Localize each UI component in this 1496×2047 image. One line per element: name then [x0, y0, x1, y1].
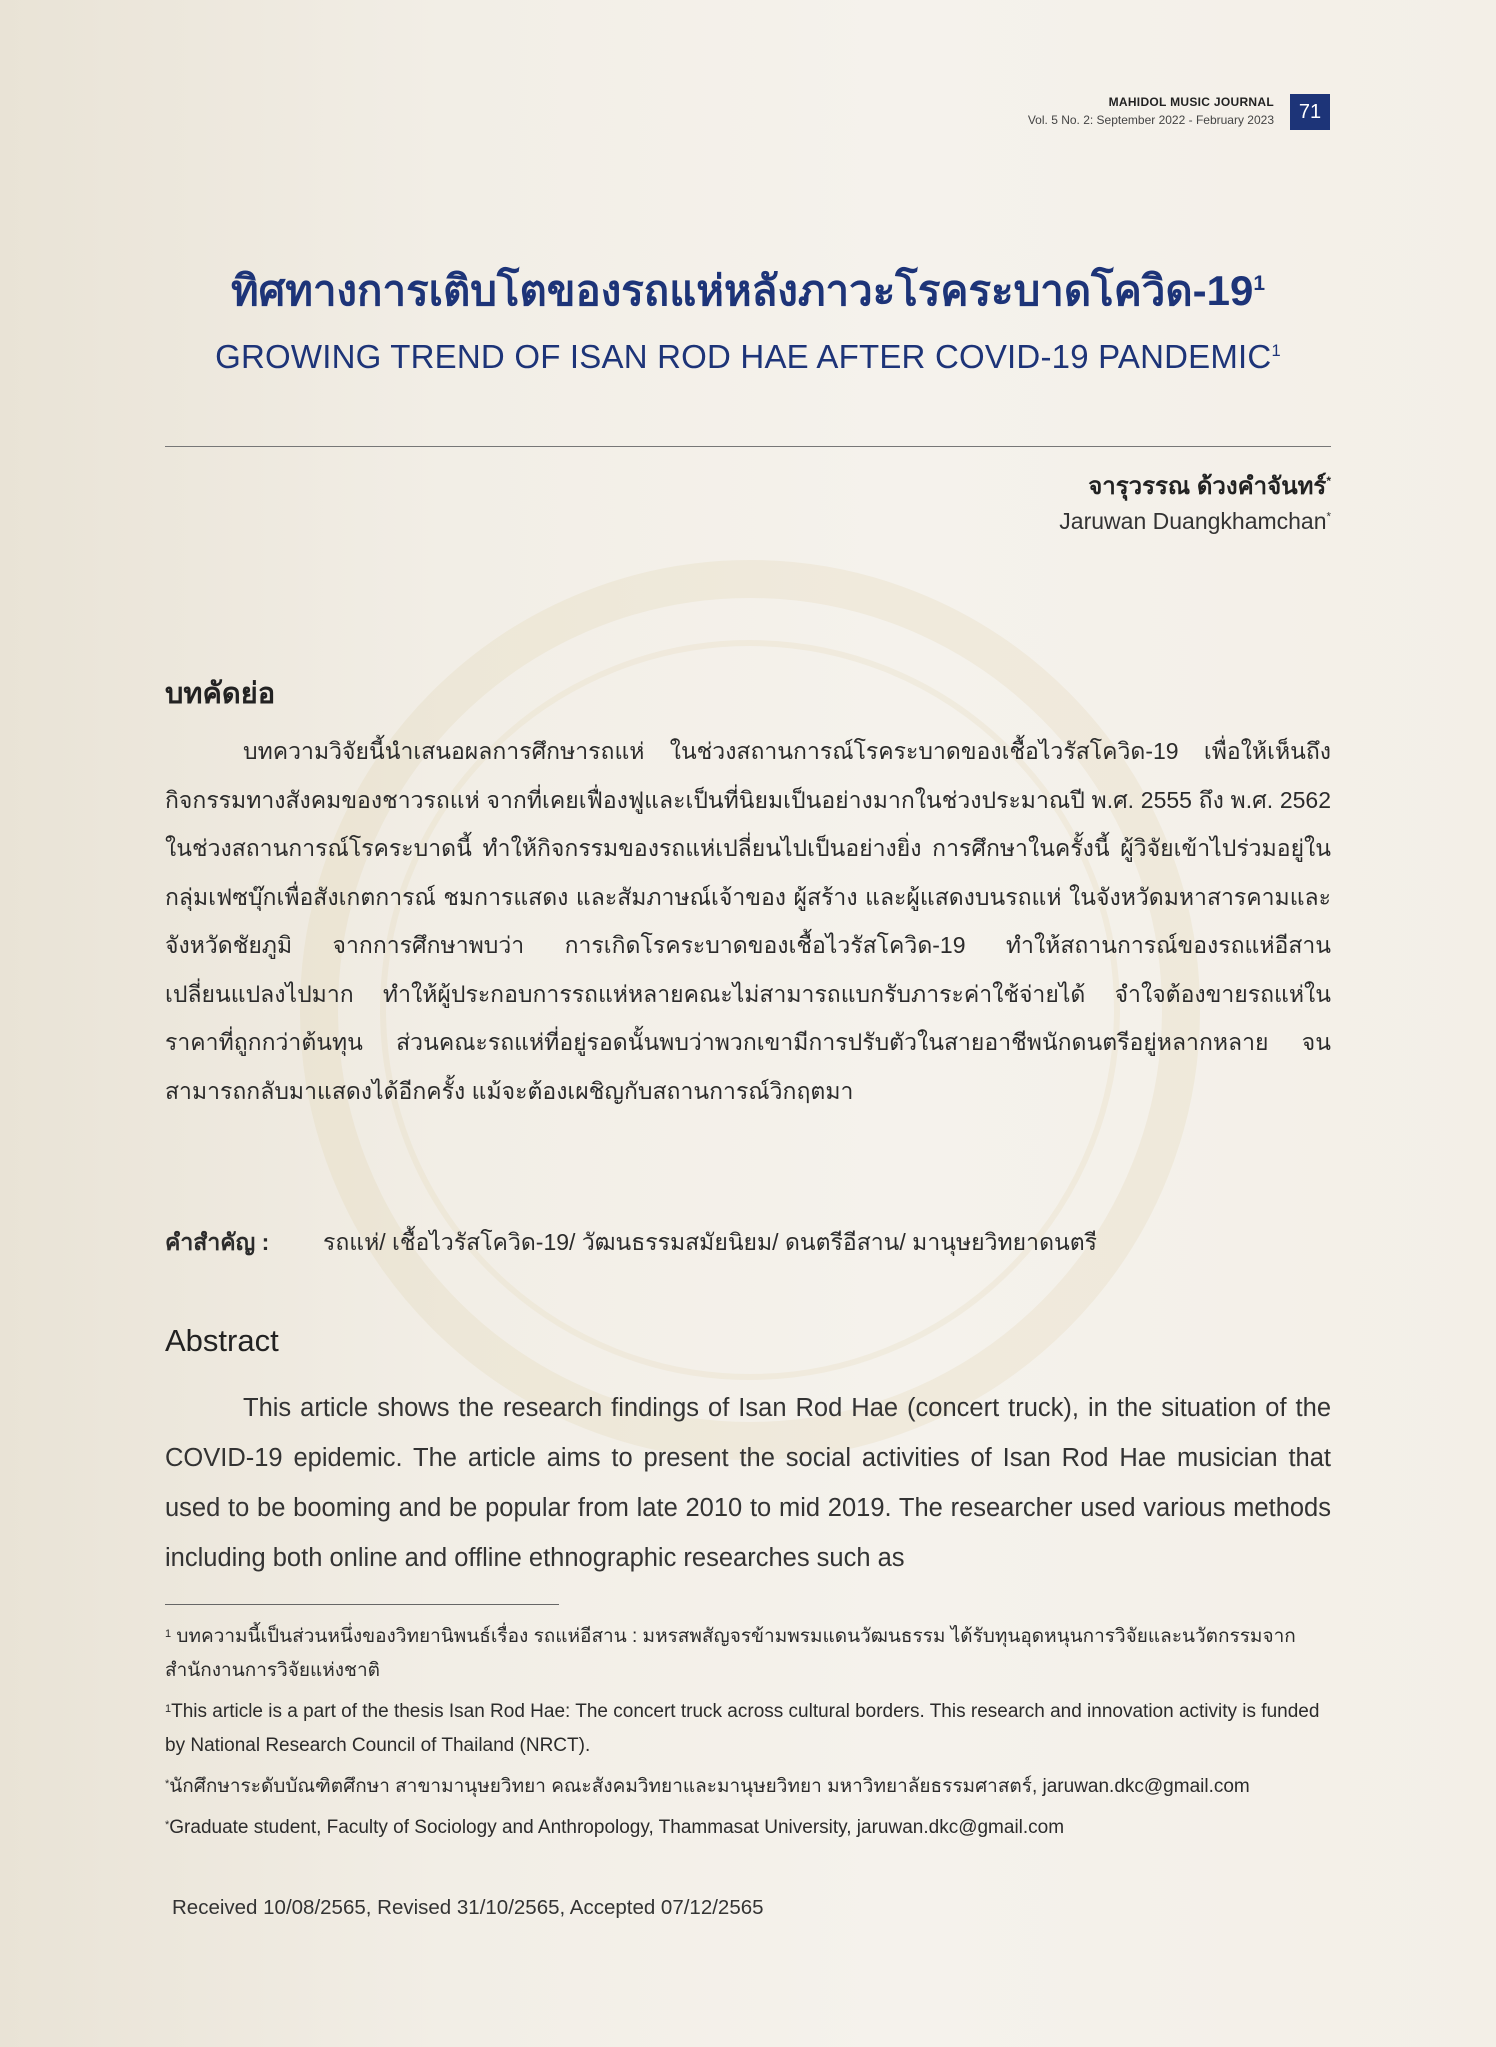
title-english-footnote-mark: 1 — [1271, 342, 1281, 360]
footnote-text: บทความนี้เป็นส่วนหนึ่งของวิทยานิพนธ์เรื่อง รถแห่อีสาน : มหรสพสัญจรข้ามพรมแดนวัฒนธรรม ได้รับทุนอุดหนุนการวิจัยและนวัตกรรมจากสำนักงานการวิจัยแห่งชาติ — [165, 1626, 1296, 1681]
journal-name: MAHIDOL MUSIC JOURNAL — [1108, 95, 1274, 109]
author-english-name: Jaruwan Duangkhamchan — [1059, 508, 1327, 534]
author-english-mark: * — [1326, 511, 1331, 524]
footnote-mark: 1 — [165, 1628, 172, 1640]
author-thai-name: จารุวรรณ ด้วงคำจันทร์ — [1088, 473, 1327, 500]
title-divider — [165, 446, 1331, 447]
footnote-item — [165, 1811, 1331, 1845]
footnote-mark: * — [165, 1819, 170, 1831]
footnote-item — [165, 1770, 1331, 1804]
footnote-item — [165, 1695, 1331, 1763]
keywords — [165, 1225, 1097, 1261]
footnote-text: นักศึกษาระดับบัณฑิตศึกษา สาขามานุษยวิทยา คณะสังคมวิทยาและมานุษยวิทยา มหาวิทยาลัยธรรมศาสตร์, jaruwan.dkc@gmail.com — [169, 1776, 1250, 1797]
received-dates: Received 10/08/2565, Revised 31/10/2565, Accepted 07/12/2565 — [172, 1896, 764, 1919]
journal-header — [1028, 95, 1274, 127]
footnote-divider — [165, 1604, 559, 1605]
footnote-mark: 1 — [165, 1703, 172, 1715]
keywords-value: รถแห่/ เชื้อไวรัสโควิด-19/ วัฒนธรรมสมัยนิยม/ ดนตรีอีสาน/ มานุษยวิทยาดนตรี — [323, 1229, 1098, 1255]
footnote-item — [165, 1620, 1331, 1688]
title-thai — [0, 258, 1496, 324]
footnote-text: This article is a part of the thesis Isan Rod Hae: The concert truck across cultural borders. This research and innovation activity is funded by National Research Council of Thailand (NRCT). — [165, 1701, 1320, 1756]
title-thai-text: ทิศทางการเติบโตของรถแห่หลังภาวะโรคระบาดโควิด-19 — [230, 267, 1254, 314]
footnote-mark: * — [165, 1778, 170, 1790]
page-number: 71 — [1290, 94, 1330, 130]
keywords-label: คำสำคัญ : — [165, 1229, 270, 1255]
abstract-english-heading: Abstract — [165, 1323, 279, 1358]
journal-volume: Vol. 5 No. 2: September 2022 - February 2023 — [1027, 113, 1274, 127]
title-english-text: GROWING TREND OF ISAN ROD HAE AFTER COVID-19 PANDEMIC — [215, 338, 1272, 375]
abstract-thai-heading: บทคัดย่อ — [165, 678, 276, 710]
title-english — [0, 338, 1496, 376]
footnote-text: Graduate student, Faculty of Sociology and Anthropology, Thammasat University, jaruwan.dkc@gmail.com — [169, 1817, 1065, 1838]
abstract-english-body: This article shows the research findings of Isan Rod Hae (concert truck), in the situation of the COVID-19 epidemic. The article aims to present the social activities of Isan Rod Hae musician that used to be booming and be popular from late 2010 to mid 2019. The researcher used various methods including both online and offline ethnographic researches such as — [165, 1394, 1331, 1572]
author-english — [1059, 508, 1331, 535]
author-thai — [1088, 466, 1331, 505]
footnotes — [165, 1620, 1331, 1852]
title-thai-footnote-mark: 1 — [1253, 272, 1266, 295]
abstract-thai-body: บทความวิจัยนี้นำเสนอผลการศึกษารถแห่ ในช่วงสถานการณ์โรคระบาดของเชื้อไวรัสโควิด-19 เพื่อให้เห็นถึงกิจกรรมทางสังคมของชาวรถแห่ จากที่เคยเฟื่องฟูและเป็นที่นิยมเป็นอย่างมากในช่วงประมาณปี พ.ศ. 2555 ถึง พ.ศ. 2562 ในช่วงสถานการณ์โรคระบาดนี้ ทำให้กิจกรรมของรถแห่เปลี่ยนไปเป็นอย่างยิ่ง การศึกษาในครั้งนี้ ผู้วิจัยเข้าไปร่วมอยู่ในกลุ่มเฟซบุ๊กเพื่อสังเกตการณ์ ชมการแสดง และสัมภาษณ์เจ้าของ ผู้สร้าง และผู้แสดงบนรถแห่ ในจังหวัดมหาสารคามและจังหวัดชัยภูมิ จากการศึกษาพบว่า การเกิดโรคระบาดของเชื้อไวรัสโควิด-19 ทำให้สถานการณ์ของรถแห่อีสานเปลี่ยนแปลงไปมาก ทำให้ผู้ประกอบการรถแห่หลายคณะไม่สามารถแบกรับภาระค่าใช้จ่ายได้ จำใจต้องขายรถแห่ในราคาที่ถูกกว่าต้นทุน ส่วนคณะรถแห่ที่อยู่รอดนั้นพบว่าพวกเขามีการปรับตัวในสายอาชีพนักดนตรีอยู่หลากหลาย จนสามารถกลับมาแสดงได้อีกครั้ง แม้จะต้องเผชิญกับสถานการณ์วิกฤตมา — [165, 738, 1331, 1104]
author-thai-mark: * — [1326, 474, 1331, 488]
